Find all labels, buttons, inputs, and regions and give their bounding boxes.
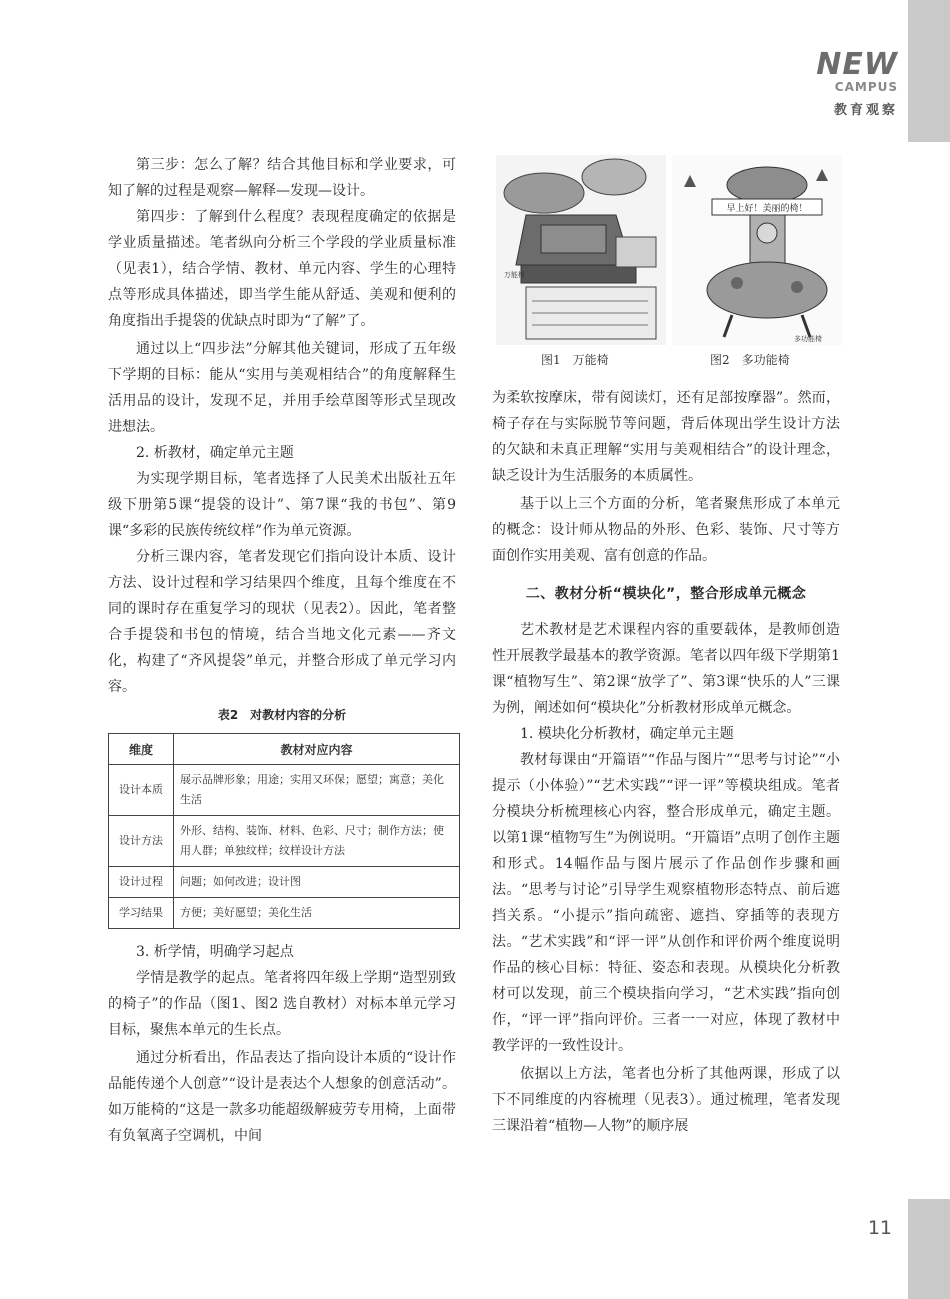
table-header-row: [109, 734, 460, 765]
right-column: [492, 385, 840, 1139]
paragraph: 学情是教学的起点。笔者将四年级上学期“造型别致的椅子”的作品（图1、图2 选自教材）对标本单元学习目标，聚焦本单元的生长点。: [108, 970, 456, 1038]
paragraph: 通过以上“四步法”分解其他关键词，形成了五年级下学期的目标：能从“实用与美观相结合”的角度解释生活用品的设计，发现不足，并用手绘草图等形式呈现改进想法。: [108, 341, 456, 435]
paragraph: 为实现学期目标，笔者选择了人民美术出版社五年级下册第5课“提袋的设计”、第7课“我的书包”、第9课“多彩的民族传统纹样”作为单元资源。: [108, 471, 456, 539]
figure-1-caption: 图1 万能椅: [541, 353, 609, 367]
table-row: [109, 898, 460, 929]
brand-campus: CAMPUS: [834, 80, 898, 94]
table-row: [109, 867, 460, 898]
table-cell-content: 问题；如何改进；设计图: [174, 867, 460, 898]
section-title: 教育观察: [833, 103, 898, 118]
figure-2-caption: 图2 多功能椅: [710, 353, 790, 367]
figure-2-tag: 多功能椅: [794, 335, 822, 343]
masthead: [816, 47, 898, 118]
table-cell-content: 展示品牌形象；用途；实用又环保；愿望；寓意；美化生活: [174, 765, 460, 816]
paragraph: 第三步：怎么了解？结合其他目标和学业要求，可知了解的过程是观察—解释—发现—设计。: [108, 157, 456, 199]
figure-2-banner: 早上好！美丽的椅！: [726, 204, 808, 214]
figure-group: [496, 155, 842, 373]
paragraph: 艺术教材是艺术课程内容的重要载体，是教师创造性开展教学最基本的教学资源。笔者以四年级下学期第1课“植物写生”、第2课“放学了”、第3课“快乐的人”三课为例，阐述如何“模块化”分析教材形成单元概念。: [492, 622, 840, 716]
figure-1-tag: 万能椅: [504, 271, 525, 279]
table-row: [109, 765, 460, 816]
page-edge-tab: [908, 1199, 950, 1299]
table-caption: 表2 对教材内容的分析: [217, 708, 347, 722]
subheading: 1. 模块化分析教材，确定单元主题: [520, 726, 734, 742]
paragraph: 依据以上方法，笔者也分析了其他两课，形成了以下不同维度的内容梳理（见表3）。通过梳理，笔者发现三课沿着“植物—人物”的顺序展: [492, 1066, 840, 1134]
paragraph: 第四步：了解到什么程度？表现程度确定的依据是学业质量描述。笔者纵向分析三个学段的学业质量标准（见表1），结合学情、教材、单元内容、学生的心理特点等形成具体描述，即当学生能从舒适、美观和便利的角度指出手提袋的优缺点时即为“了解”了。: [108, 209, 456, 329]
figure-2-illustration: [672, 155, 842, 345]
table-row: [109, 816, 460, 867]
table-cell-dimension: 学习结果: [109, 898, 174, 929]
figure-1-illustration: [496, 155, 666, 345]
table-cell-dimension: 设计过程: [109, 867, 174, 898]
subheading: 3. 析学情，明确学习起点: [136, 944, 294, 960]
paragraph: 教材每课由“开篇语”“作品与图片”“思考与讨论”“小提示（小体验）”“艺术实践”“评一评”等模块组成。笔者分模块分析梳理核心内容，整合形成单元，确定主题。以第1课“植物写生”为例说明。“开篇语”点明了创作主题和形式。14幅作品与图片展示了作品创作步骤和画法。“思考与讨论”引导学生观察植物形态特点、前后遮挡关系。“小提示”指向疏密、遮挡、穿插等的表现方法。“艺术实践”和“评一评”从创作和评价两个维度说明作品的核心目标：特征、姿态和表现。从模块化分析教材可以发现，前三个模块指向学习，“艺术实践”指向创作，“评一评”指向评价。三者一一对应，体现了教材中教学评的一致性设计。: [492, 752, 840, 1054]
table-header: 维度: [109, 734, 174, 765]
left-column: [108, 152, 456, 1149]
table-cell-content: 方便；美好愿望；美化生活: [174, 898, 460, 929]
table-cell-dimension: 设计本质: [109, 765, 174, 816]
table-cell-dimension: 设计方法: [109, 816, 174, 867]
paragraph: 基于以上三个方面的分析，笔者聚焦形成了本单元的概念：设计师从物品的外形、色彩、装饰、尺寸等方面创作实用美观、富有创意的作品。: [492, 496, 840, 564]
table-cell-content: 外形、结构、装饰、材料、色彩、尺寸；制作方法；使用人群；单独纹样；纹样设计方法: [174, 816, 460, 867]
paragraph: 为柔软按摩床，带有阅读灯，还有足部按摩器”。然而，椅子存在与实际脱节等问题，背后体现出学生设计方法的欠缺和未真正理解“实用与美观相结合”的设计理念，缺乏设计为生活服务的本质属性。: [492, 390, 840, 484]
page-number: 11: [867, 1217, 892, 1239]
paragraph: 分析三课内容，笔者发现它们指向设计本质、设计方法、设计过程和学习结果四个维度，且每个维度在不同的课时存在重复学习的现状（见表2）。因此，笔者整合手提袋和书包的情境，结合当地文化元素——齐文化，构建了“齐风提袋”单元，并整合形成了单元学习内容。: [108, 549, 456, 695]
section-heading: 二、教材分析“模块化”，整合形成单元概念: [525, 586, 807, 602]
brand-new: NEW: [816, 47, 898, 82]
table-header: 教材对应内容: [174, 734, 460, 765]
paragraph: 通过分析看出，作品表达了指向设计本质的“设计作品能传递个人创意”“设计是表达个人想象的创意活动”。如万能椅的“这是一款多功能超级解疲劳专用椅，上面带有负氧离子空调机，中间: [108, 1050, 456, 1144]
subheading: 2. 析教材，确定单元主题: [136, 445, 294, 461]
corner-tab: [908, 0, 950, 142]
analysis-table: [108, 733, 460, 929]
